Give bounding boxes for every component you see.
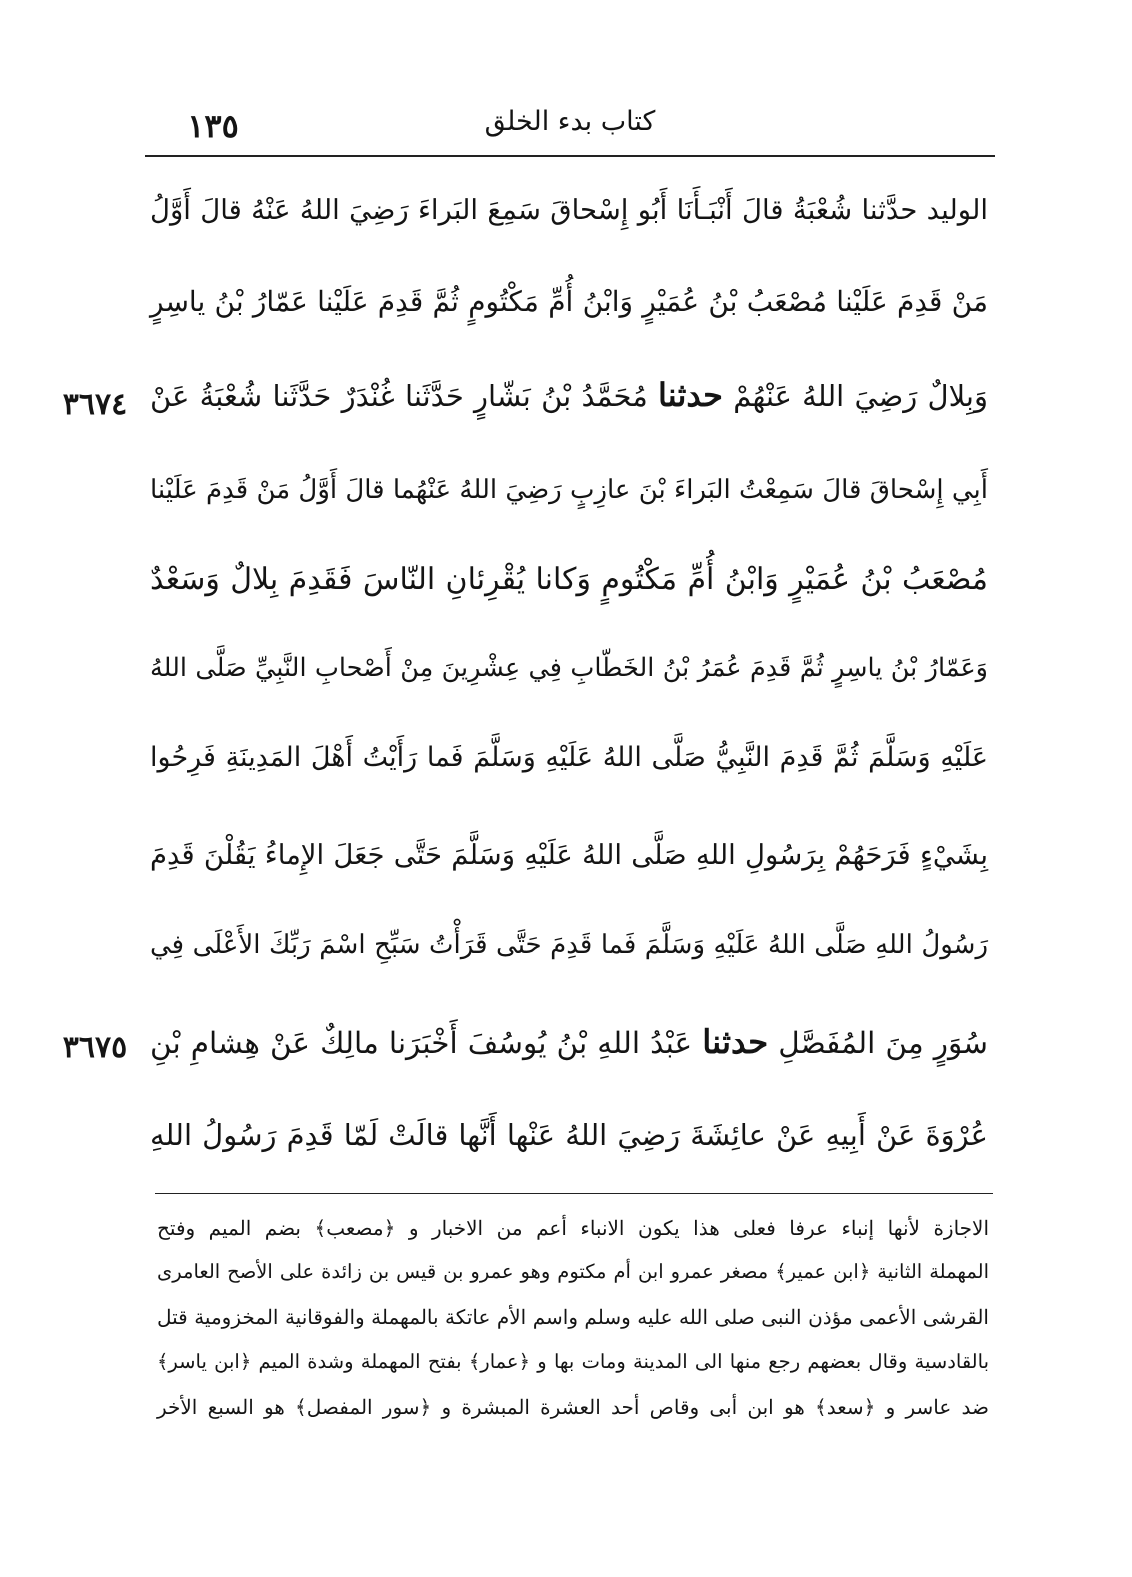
footnote-line-1: الاجازة لأنها إنباء عرفا فعلى هذا يكون الانباء أعم من الاخبار و ﴿مصعب﴾ بضم الميم وفتح — [157, 1216, 989, 1240]
footnote-line-3: القرشى الأعمى مؤذن النبى صلى الله عليه وسلم واسم الأم عاتكة بالمهملة والفوقانية المخزومية قتل — [157, 1305, 989, 1329]
header-rule — [145, 155, 995, 157]
body-line-6: وَعَمّارُ بْنُ ياسِرٍ ثُمَّ قَدِمَ عُمَرُ بْنُ الخَطّابِ فِي عِشْرِينَ مِنْ أَصْحابِ النَّبِيِّ صَلَّى اللهُ — [150, 653, 988, 683]
body-line-5: مُصْعَبُ بْنُ عُمَيْرٍ وَابْنُ أُمِّ مَكْتُومٍ وَكانا يُقْرِئانِ النّاسَ فَقَدِمَ بِلالٌ وَسَعْدٌ — [150, 562, 988, 597]
body-line-7: عَلَيْهِ وَسَلَّمَ ثُمَّ قَدِمَ النَّبِيُّ صَلَّى اللهُ عَلَيْهِ وَسَلَّمَ فَما رَأَيْتُ أَهْلَ المَدِينَةِ فَرِحُوا — [150, 742, 988, 773]
body-line-1: الوليد حدَّثنا شُعْبَةُ قالَ أَنْبَـأَنَا أَبُو إِسْحاقَ سَمِعَ البَراءَ رَضِيَ اللهُ عَنْهُ قالَ أَوَّلُ — [150, 194, 988, 226]
body-line-3-end: مُحَمَّدُ بْنُ بَشّارٍ حَدَّثَنا غُنْدَرٌ حَدَّثَنا شُعْبَةُ عَنْ — [150, 379, 648, 413]
body-line-2: مَنْ قَدِمَ عَلَيْنا مُصْعَبُ بْنُ عُمَيْرٍ وَابْنُ أُمِّ مَكْتُومٍ ثُمَّ قَدِمَ عَلَيْنا عَمّارُ بْنُ ياسِرٍ — [150, 285, 988, 318]
body-line-3 — [150, 365, 988, 425]
haddathana-marker: حدثنا — [658, 376, 723, 414]
footnote-line-4: بالقادسية وقال بعضهم رجع منها الى المدينة ومات بها و ﴿عمار﴾ بفتح المهملة وشدة الميم ﴿ابن ياسر﴾ — [157, 1350, 989, 1373]
running-header-title: كتاب بدء الخلق — [484, 106, 656, 137]
footnote-rule — [155, 1193, 993, 1194]
body-line-8: بِشَيْءٍ فَرَحَهُمْ بِرَسُولِ اللهِ صَلَّى اللهُ عَلَيْهِ وَسَلَّمَ حَتَّى جَعَلَ الإِماءُ يَقُلْنَ قَدِمَ — [150, 839, 988, 871]
body-line-9: رَسُولُ اللهِ صَلَّى اللهُ عَلَيْهِ وَسَلَّمَ فَما قَدِمَ حَتَّى قَرَأْتُ سَبِّحِ اسْمَ رَبِّكَ الأَعْلَى فِي — [150, 930, 988, 960]
body-line-10-end: عَبْدُ اللهِ بْنُ يُوسُفَ أَخْبَرَنا مالِكٌ عَنْ هِشامِ بْنِ — [150, 1026, 693, 1060]
footnote-line-2: المهملة الثانية ﴿ابن عمير﴾ مصغر عمرو ابن أم مكتوم وهو عمرو بن قيس بن زائدة على الأصح العامرى — [157, 1260, 989, 1283]
body-line-10-start: سُوَرٍ مِنَ المُفَصَّلِ — [778, 1026, 988, 1060]
body-line-3-start: وَبِلالٌ رَضِيَ اللهُ عَنْهُمْ — [733, 379, 988, 413]
hadith-number-3675: ٣٦٧٥ — [62, 1030, 128, 1065]
body-line-11: عُرْوَةَ عَنْ أَبِيهِ عَنْ عائِشَةَ رَضِيَ اللهُ عَنْها أَنَّها قالَتْ لَمّا قَدِمَ رَسُولُ اللهِ — [150, 1118, 988, 1152]
page-number: ١٣٥ — [187, 107, 239, 145]
body-line-4: أَبِي إِسْحاقَ قالَ سَمِعْتُ البَراءَ بْنَ عازِبٍ رَضِيَ اللهُ عَنْهُما قالَ أَوَّلُ مَنْ قَدِمَ عَلَيْنا — [150, 475, 988, 505]
body-line-10 — [150, 1012, 988, 1072]
haddathana-marker: حدثنا — [702, 1022, 769, 1061]
footnote-line-5: ضد عاسر و ﴿سعد﴾ هو ابن أبى وقاص أحد العشرة المبشرة و ﴿سور المفصل﴾ هو السبع الأخر — [157, 1395, 989, 1419]
hadith-number-3674: ٣٦٧٤ — [62, 387, 128, 422]
